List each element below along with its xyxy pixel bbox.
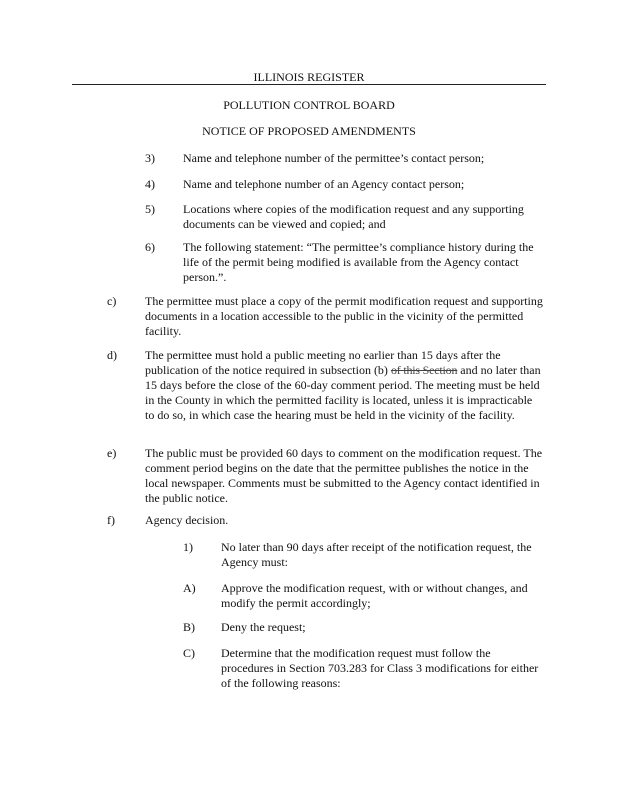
item-4-label: 4) xyxy=(145,177,155,191)
struck-text: of this Section xyxy=(390,363,458,377)
notice-title: NOTICE OF PROPOSED AMENDMENTS xyxy=(202,124,416,138)
item-fA-label: A) xyxy=(183,581,196,595)
item-c-label: c) xyxy=(107,294,117,308)
item-d-text-before: The permittee must hold a public meeting no earlier than 15 days after the publication of the notice required in subsection (b) xyxy=(145,348,501,377)
item-6-label: 6) xyxy=(145,240,155,254)
item-3-text: Name and telephone number of the permittee’s contact person; xyxy=(183,151,485,165)
item-d-text xyxy=(145,348,543,423)
item-f-text: Agency decision. xyxy=(145,513,229,527)
item-fC-text: Determine that the modification request must follow the procedures in Section 703.283 for Class 3 modifications for either of the following reasons: xyxy=(221,646,539,690)
item-fB-label: B) xyxy=(183,620,195,634)
item-f1-text: No later than 90 days after receipt of the notification request, the Agency must: xyxy=(221,540,532,569)
item-e-label: e) xyxy=(107,446,117,460)
item-6-text: The following statement: “The permittee’s compliance history during the life of the permit being modified is available from the Agency contact person.”. xyxy=(183,240,534,284)
item-5-text: Locations where copies of the modification request and any supporting documents can be viewed and copied; and xyxy=(183,202,524,231)
register-title: ILLINOIS REGISTER xyxy=(253,70,365,84)
item-c-text: The permittee must place a copy of the permit modification request and supporting documents in a location accessible to the public in the vicinity of the permitted facility. xyxy=(145,294,543,338)
item-fC-label: C) xyxy=(183,646,195,660)
item-f1-label: 1) xyxy=(183,540,193,554)
item-4-text: Name and telephone number of an Agency contact person; xyxy=(183,177,465,191)
item-3-label: 3) xyxy=(145,151,155,165)
item-d-label: d) xyxy=(107,348,117,362)
item-fA-text: Approve the modification request, with or without changes, and modify the permit accordingly; xyxy=(221,581,528,610)
item-5-label: 5) xyxy=(145,202,155,216)
item-e-text: The public must be provided 60 days to comment on the modification request. The comment period begins on the date that the permittee publishes the notice in the local newspaper. Comments must be submitted to the Agency contact identified in the public notice. xyxy=(145,446,543,505)
item-f-label: f) xyxy=(107,513,115,527)
board-title: POLLUTION CONTROL BOARD xyxy=(223,98,395,112)
item-fB-text: Deny the request; xyxy=(221,620,306,634)
item-d-text-after: and no later than 15 days before the close of the 60-day comment period. The meeting must be held in the County in which the permitted facility is located, unless it is impracticable to do so, in which case the hearing must be held in the vicinity of the facility. xyxy=(145,363,541,422)
